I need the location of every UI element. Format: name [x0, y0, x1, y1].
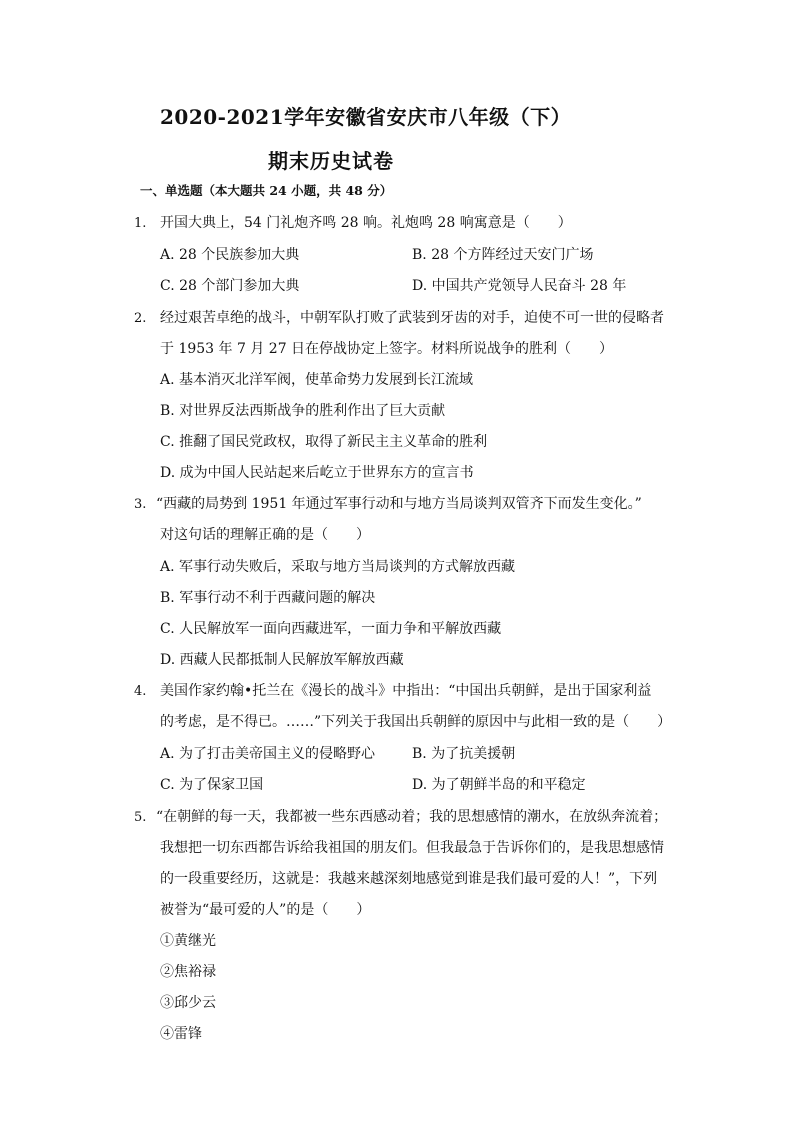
section-heading: 一、单选题（本大题共 24 小题，共 48 分）: [140, 183, 393, 198]
option-d: D. 为了朝鲜半岛的和平稳定: [412, 777, 586, 793]
exam-subtitle: 期末历史试卷: [268, 149, 394, 173]
question-number: 5.: [134, 810, 147, 825]
question-stem: 美国作家约翰•托兰在《漫长的战斗》中指出：“中国出兵朝鲜，是出于国家利益: [160, 683, 652, 699]
question-number: 3.: [134, 497, 147, 512]
question-stem: 的考虑，是不得已。……”下列关于我国出兵朝鲜的原因中与此相一致的是（ ）: [160, 714, 672, 730]
option-b: B. 28 个方阵经过天安门广场: [412, 247, 594, 263]
option-a: A. 28 个民族参加大典: [160, 247, 300, 263]
choice-item: ④雷锋: [160, 1026, 202, 1042]
question-stem: 于 1953 年 7 月 27 日在停战协定上签字。材料所说战争的胜利（ ）: [160, 341, 614, 357]
option-c: C. 人民解放军一面向西藏进军，一面力争和平解放西藏: [160, 621, 502, 637]
option-c: C. 推翻了国民党政权，取得了新民主主义革命的胜利: [160, 434, 488, 450]
choice-item: ②焦裕禄: [160, 964, 216, 980]
option-d: D. 西藏人民都抵制人民解放军解放西藏: [160, 652, 404, 668]
option-d: D. 中国共产党领导人民奋斗 28 年: [412, 278, 627, 294]
option-b: B. 军事行动不利于西藏问题的解决: [160, 590, 376, 606]
choice-item: ①黄继光: [160, 933, 216, 949]
option-a: A. 基本消灭北洋军阀，使革命势力发展到长江流域: [160, 372, 474, 388]
question-stem: 经过艰苦卓绝的战斗，中朝军队打败了武装到牙齿的对手，迫使不可一世的侵略者: [160, 310, 664, 326]
question-stem: 对这句话的理解正确的是（ ）: [160, 527, 370, 543]
exam-title: 2020-2021学年安徽省安庆市八年级（下）: [160, 105, 572, 129]
question-stem: 的一段重要经历，这就是：我越来越深刻地感觉到谁是我们最可爱的人！”，下列: [160, 871, 658, 887]
question-stem: 我想把一切东西都告诉给我祖国的朋友们。但我最急于告诉你们的，是我思想感情: [160, 840, 664, 856]
question-stem: 被誉为“最可爱的人”的是（ ）: [160, 902, 371, 918]
option-a: A. 为了打击美帝国主义的侵略野心: [160, 746, 376, 762]
question-number: 2.: [134, 311, 147, 326]
question-number: 4.: [134, 684, 147, 699]
option-c: C. 为了保家卫国: [160, 777, 264, 793]
question-stem: “在朝鲜的每一天，我都被一些东西感动着；我的思想感情的潮水，在放纵奔流着；: [156, 809, 668, 825]
option-b: B. 对世界反法西斯战争的胜利作出了巨大贡献: [160, 403, 446, 419]
option-a: A. 军事行动失败后，采取与地方当局谈判的方式解放西藏: [160, 559, 516, 575]
choice-item: ③邱少云: [160, 995, 216, 1011]
question-stem: “西藏的局势到 1951 年通过军事行动和与地方当局谈判双管齐下而发生变化。”: [156, 496, 642, 512]
option-b: B. 为了抗美援朝: [412, 746, 516, 762]
question-number: 1.: [134, 216, 147, 231]
option-c: C. 28 个部门参加大典: [160, 278, 300, 294]
option-d: D. 成为中国人民站起来后屹立于世界东方的宣言书: [160, 465, 474, 481]
question-stem: 开国大典上，54 门礼炮齐鸣 28 响。礼炮鸣 28 响寓意是（ ）: [160, 215, 572, 231]
